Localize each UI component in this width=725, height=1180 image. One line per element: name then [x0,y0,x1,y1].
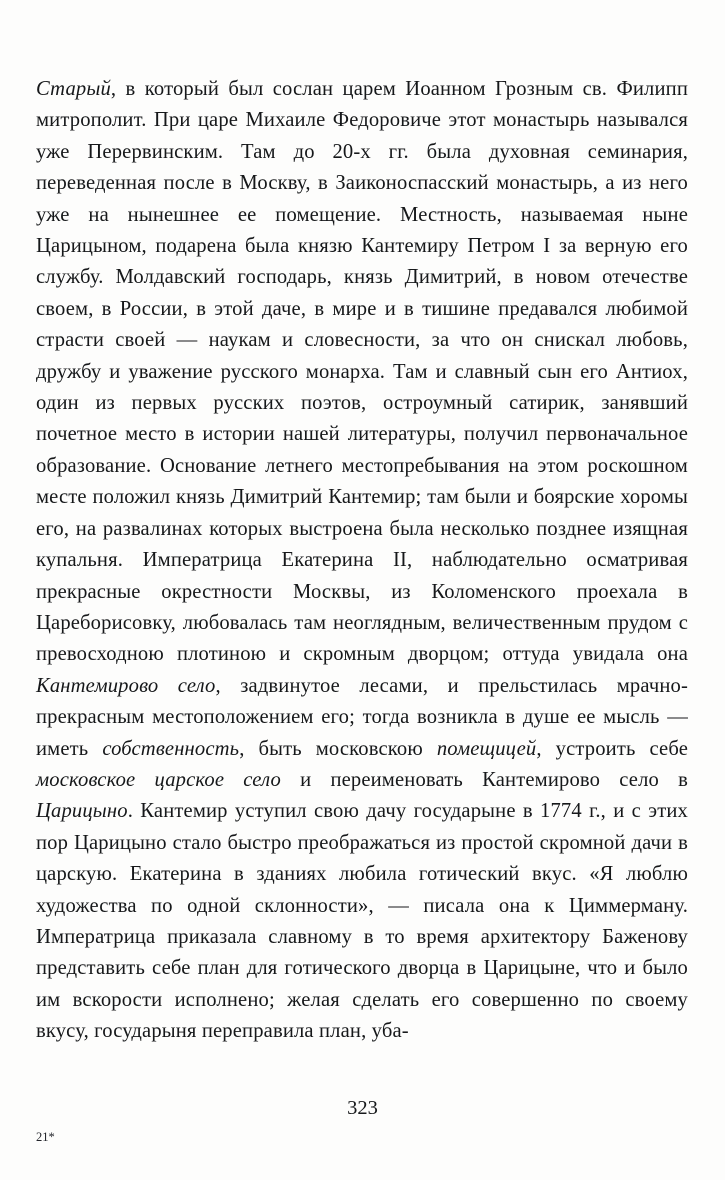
body-text-run: , в который был сослан царем Иоанном Грозным св. Филипп митрополит. При царе Михаиле Федоровиче этот монастырь назывался уже Перервинским. Там до 20-х гг. была духовная семинария, переведенная после в Москву, в Заиконоспасский монастырь, а из него уже на нынешнее ее помещение. Местность, называемая ныне Царицыном, подарена была князю Кантемиру Петром I за верную его службу. Молдавский господарь, князь Димитрий, в новом отечестве своем, в России, в этой даче, в мире и в тишине предавался любимой страсти своей — наукам и словесности, за что он снискал любовь, дружбу и уважение русского монарха. Там и славный сын его Антиох, один из первых русских поэтов, остроумный сатирик, занявший почетное место в истории нашей литературы, получил первоначальное образование. Основание летнего местопребывания на этом роскошном месте положил князь Димитрий Кантемир; там были и боярские хоромы его, на развалинах которых выстроена была несколько позднее изящная купальня. Императрица Екатерина II, наблюдательно осматривая прекрасные окрестности Москвы, из Коломенского проехала в Цареборисовку, любовалась там неоглядным, величественным прудом с превосходною плотиною и скромным дворцом; оттуда увидала она [36,78,688,666]
emphasized-text: московское царское село [36,768,281,791]
emphasized-text: Кантемирово село [36,674,216,697]
body-text-run: . Кантемир уступил свою дачу государыне в 1774 г., и с этих пор Царицыно стало быстро преображаться из простой скромной дачи в царскую. Екатерина в зданиях любила готический вкус. «Я люблю художества по одной склонности», — писала она к Циммерману. Императрица приказала славному в то время архитектору Баженову представить себе план для готического дворца в Царицыне, что и было им вскорости исполнено; желая сделать его совершенно по своему вкусу, государыня переправила план, уба- [36,800,688,1043]
page-number: 323 [347,1097,378,1119]
emphasized-text: Старый [36,78,111,100]
body-text-run: , быть московскою [239,737,437,760]
body-text-run: и переименовать Кантемирово село в [280,768,688,791]
body-text-run: , задвинутое лесами, и прельстилась мрачно-прекрасным местоположением его; тогда возникла в душе ее мысль — иметь [36,674,688,760]
body-text-run: , устроить себе [536,737,688,760]
body-text [36,74,688,1048]
body-paragraph [36,74,688,1048]
emphasized-text: собственность [102,737,240,760]
signature-mark: 21* [36,1130,55,1144]
emphasized-text: помещицей [436,737,537,760]
emphasized-text: Царицыно [36,800,128,823]
